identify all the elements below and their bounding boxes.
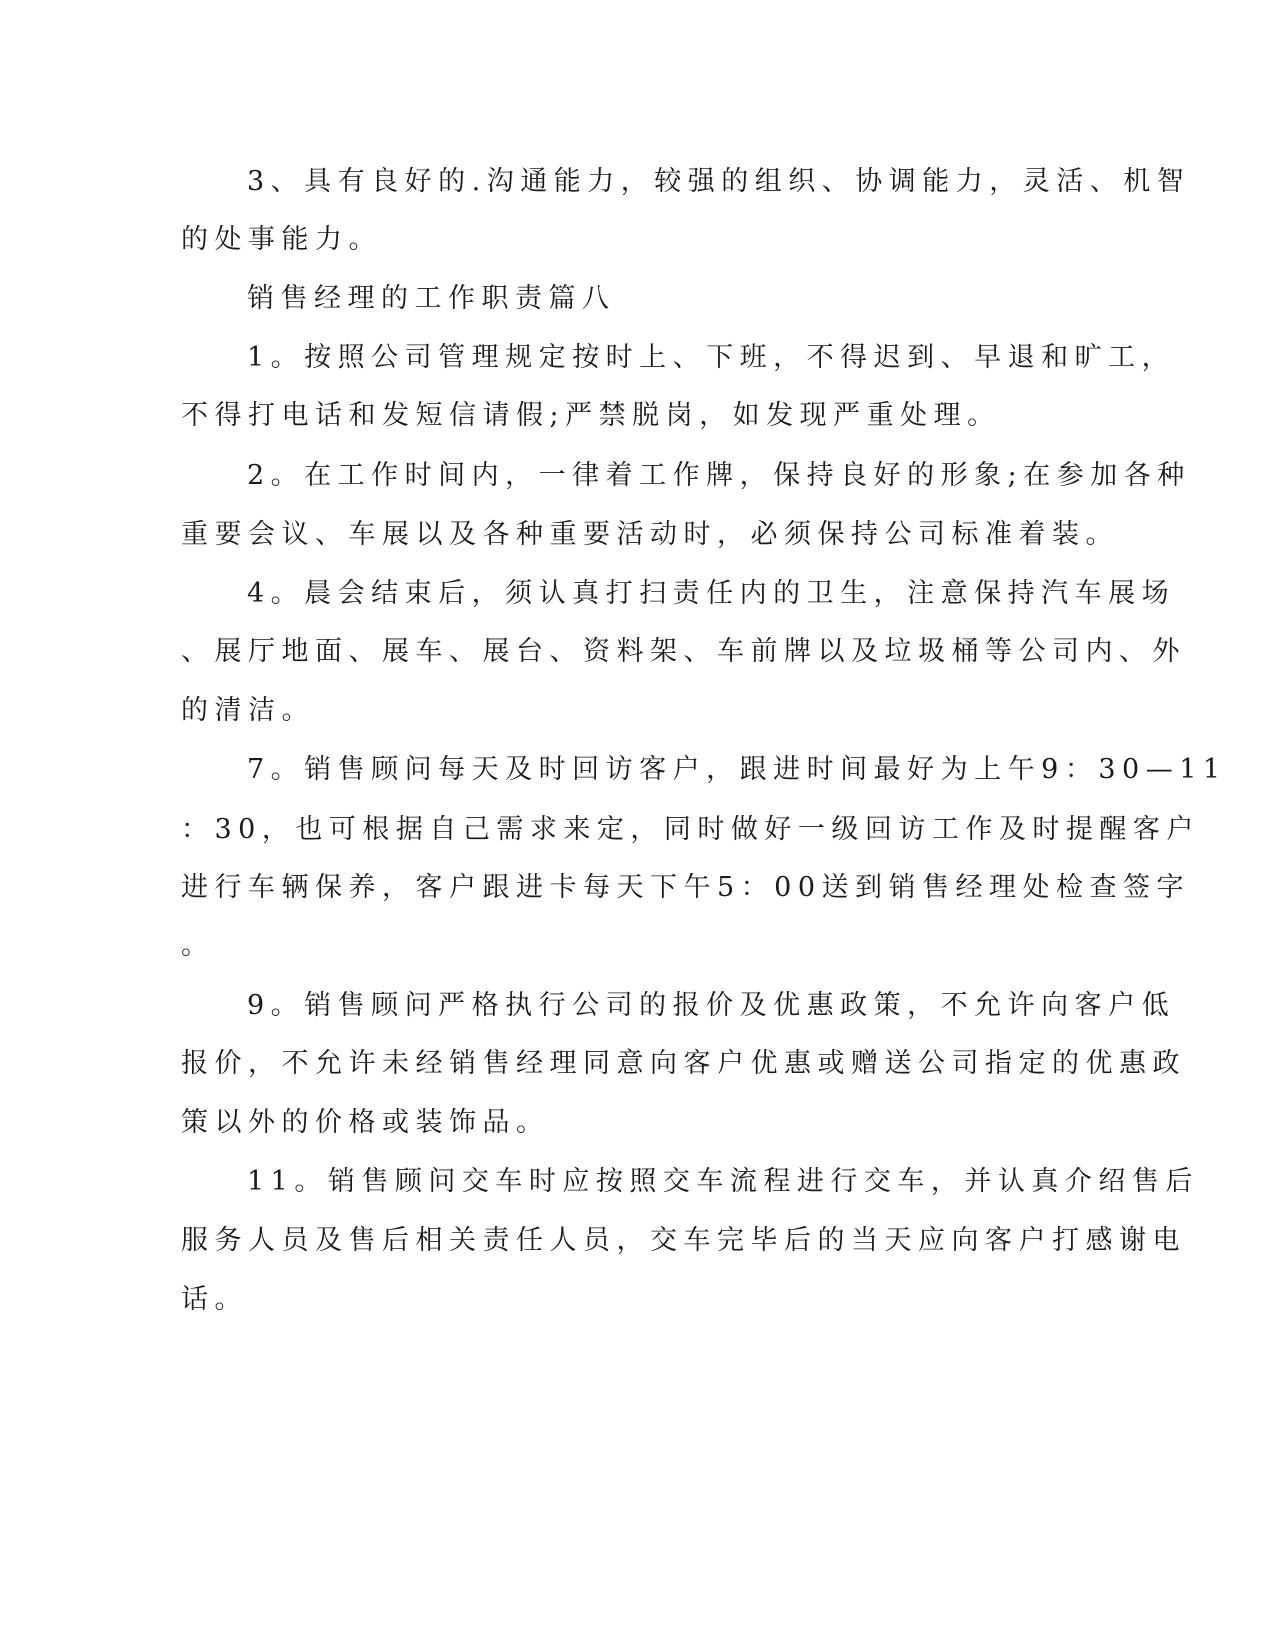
paragraph-line-item-9-middle: 报价，不允许未经销售经理同意向客户优惠或赠送公司指定的优惠政 <box>181 1048 1186 1079</box>
paragraph-line-item-2-end: 重要会议、车展以及各种重要活动时，必须保持公司标准着装。 <box>181 519 1119 550</box>
paragraph-line-item-1-start: 1。按照公司管理规定按时上、下班，不得迟到、早退和旷工， <box>247 342 1176 373</box>
paragraph-line-item-3-end: 的处事能力。 <box>181 224 382 255</box>
paragraph-line-item-4-end: 的清洁。 <box>181 695 315 726</box>
paragraph-line-item-7-line-2: ：30，也可根据自己需求来定，同时做好一级回访工作及时提醒客户 <box>181 814 1200 845</box>
paragraph-line-item-4-middle: 、展厅地面、展车、展台、资料架、车前牌以及垃圾桶等公司内、外 <box>181 636 1186 667</box>
paragraph-line-item-4-start: 4。晨会结束后，须认真打扫责任内的卫生，注意保持汽车展场 <box>247 578 1176 609</box>
paragraph-line-item-11-middle: 服务人员及售后相关责任人员，交车完毕后的当天应向客户打感谢电 <box>181 1225 1186 1256</box>
section-heading: 销售经理的工作职责篇八 <box>247 283 616 314</box>
paragraph-line-item-7-start: 7。销售顾问每天及时回访客户，跟进时间最好为上午9：30—11 <box>247 754 1227 785</box>
paragraph-line-item-2-start: 2。在工作时间内，一律着工作牌，保持良好的形象;在参加各种 <box>247 460 1191 491</box>
paragraph-line-item-7-line-3: 进行车辆保养，客户跟进卡每天下午5：00送到销售经理处检查签字 <box>181 872 1191 903</box>
paragraph-line-item-3-start: 3、具有良好的.沟通能力，较强的组织、协调能力，灵活、机智 <box>247 166 1191 197</box>
paragraph-line-item-1-end: 不得打电话和发短信请假;严禁脱岗，如发现严重处理。 <box>181 400 1001 431</box>
paragraph-line-item-7-end: 。 <box>181 930 215 961</box>
paragraph-line-item-9-start: 9。销售顾问严格执行公司的报价及优惠政策，不允许向客户低 <box>247 990 1176 1021</box>
paragraph-line-item-9-end: 策以外的价格或装饰品。 <box>181 1107 550 1138</box>
paragraph-line-item-11-end: 话。 <box>181 1284 248 1315</box>
paragraph-line-item-11-start: 11。销售顾问交车时应按照交车流程进行交车，并认真介绍售后 <box>247 1166 1199 1197</box>
